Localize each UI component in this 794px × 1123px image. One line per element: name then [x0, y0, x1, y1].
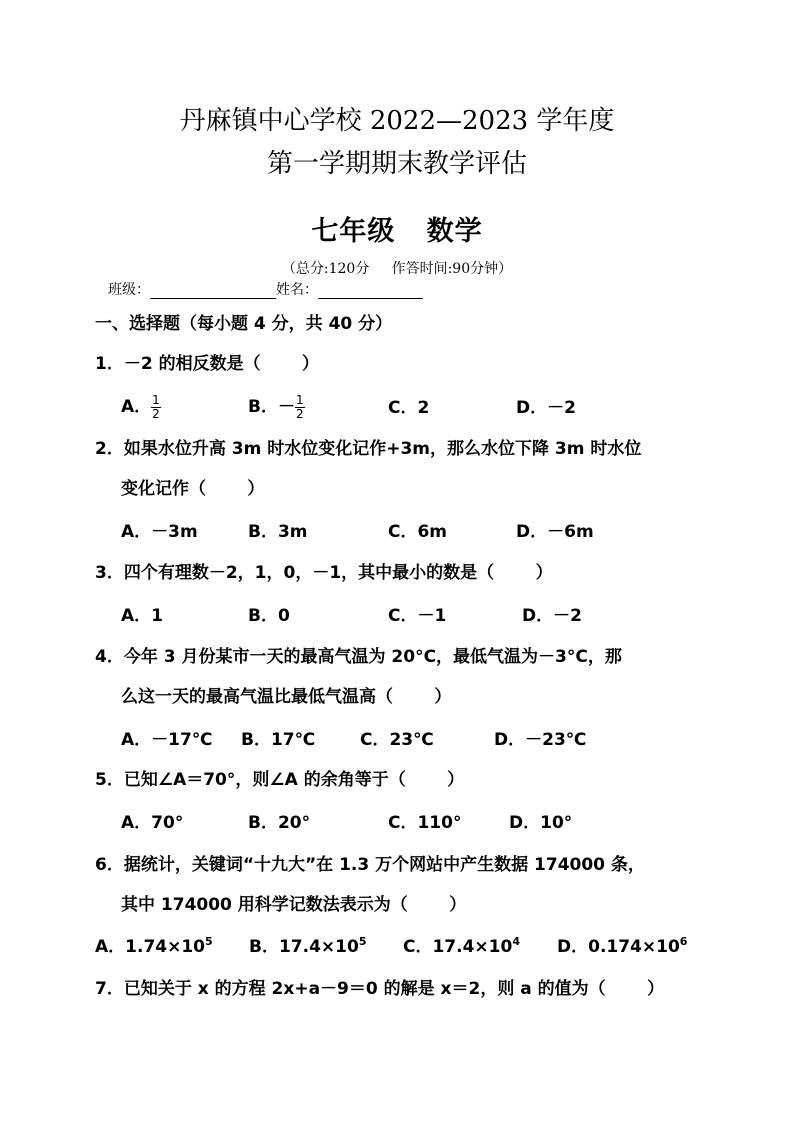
q6-option-d[interactable]: D．$0.174\times 10^6$: [557, 935, 688, 957]
student-info-line: [108, 279, 423, 299]
question-6-line-2: 其中 174000 用科学记数法表示为（ ）: [121, 895, 467, 915]
q3-option-b[interactable]: B．0: [248, 606, 290, 626]
class-blank[interactable]: [150, 284, 276, 299]
q5-option-d[interactable]: D．10°: [509, 813, 573, 833]
q6-option-a[interactable]: A．$1.74\times 10^5$: [95, 935, 213, 957]
question-2-line-2: 变化记作（ ）: [121, 479, 265, 499]
question-3: 3．四个有理数－2，1，0，－1，其中最小的数是（ ）: [95, 563, 553, 583]
q2-option-a[interactable]: A．－3m: [121, 522, 198, 542]
q3-option-d[interactable]: D．－2: [522, 606, 582, 626]
q1-option-d[interactable]: D．－2: [516, 398, 576, 418]
q4-option-d[interactable]: D．－23℃: [494, 730, 587, 750]
name-label: 姓名：: [276, 282, 318, 298]
exam-title: 第一学期期末教学评估: [266, 149, 527, 179]
q2-option-b[interactable]: B．3m: [248, 522, 308, 542]
school-title: 丹麻镇中心学校 2022—2023 学年度: [179, 106, 615, 136]
q6-option-c[interactable]: C．$17.4\times 10^4$: [403, 935, 520, 957]
question-2-line-1: 2．如果水位升高 3m 时水位变化记作+3m，那么水位下降 3m 时水位: [95, 439, 642, 459]
q4-option-b[interactable]: B．17℃: [241, 730, 316, 750]
q3-option-a[interactable]: A．1: [121, 606, 163, 626]
class-label: 班级：: [108, 282, 150, 298]
q1-option-c[interactable]: C．2: [388, 398, 430, 418]
section-heading: 一、选择题（每小题 4 分，共 40 分）: [95, 314, 393, 334]
q3-option-c[interactable]: C．－1: [388, 606, 447, 626]
question-4-line-1: 4．今年 3 月份某市一天的最高气温为 20°C，最低气温为－3°C，那: [95, 647, 622, 667]
q4-option-c[interactable]: C．23℃: [360, 730, 434, 750]
question-7: 7．已知关于 x 的方程 2x+a－9＝0 的解是 x＝2，则 a 的值为（ ）: [95, 979, 665, 999]
question-1: 1．－2 的相反数是（ ）: [95, 354, 320, 374]
q5-option-c[interactable]: C．110°: [388, 813, 462, 833]
q2-option-d[interactable]: D．－6m: [516, 522, 594, 542]
name-blank[interactable]: [318, 284, 423, 299]
q5-option-a[interactable]: A．70°: [121, 813, 184, 833]
question-4-line-2: 么这一天的最高气温比最低气温高（ ）: [121, 687, 452, 707]
q1-option-a[interactable]: A． $\frac{1}{2}$: [121, 392, 160, 421]
question-6-line-1: 6．据统计，关键词“十九大”在 1.3 万个网站中产生数据 174000 条，: [95, 855, 645, 875]
q2-option-c[interactable]: C．6m: [388, 522, 448, 542]
q1-option-b[interactable]: B．－ $\frac{1}{2}$: [248, 392, 304, 421]
grade-subject: 七年级 数学: [311, 216, 483, 247]
question-5: 5．已知∠A＝70°，则∠A 的余角等于（ ）: [95, 770, 465, 790]
q5-option-b[interactable]: B．20°: [248, 813, 311, 833]
q4-option-a[interactable]: A．－17℃: [121, 730, 213, 750]
q6-option-b[interactable]: B．$17.4\times 10^5$: [249, 935, 367, 957]
exam-info: （总分:120分 作答时间:90分钟）: [281, 261, 513, 277]
